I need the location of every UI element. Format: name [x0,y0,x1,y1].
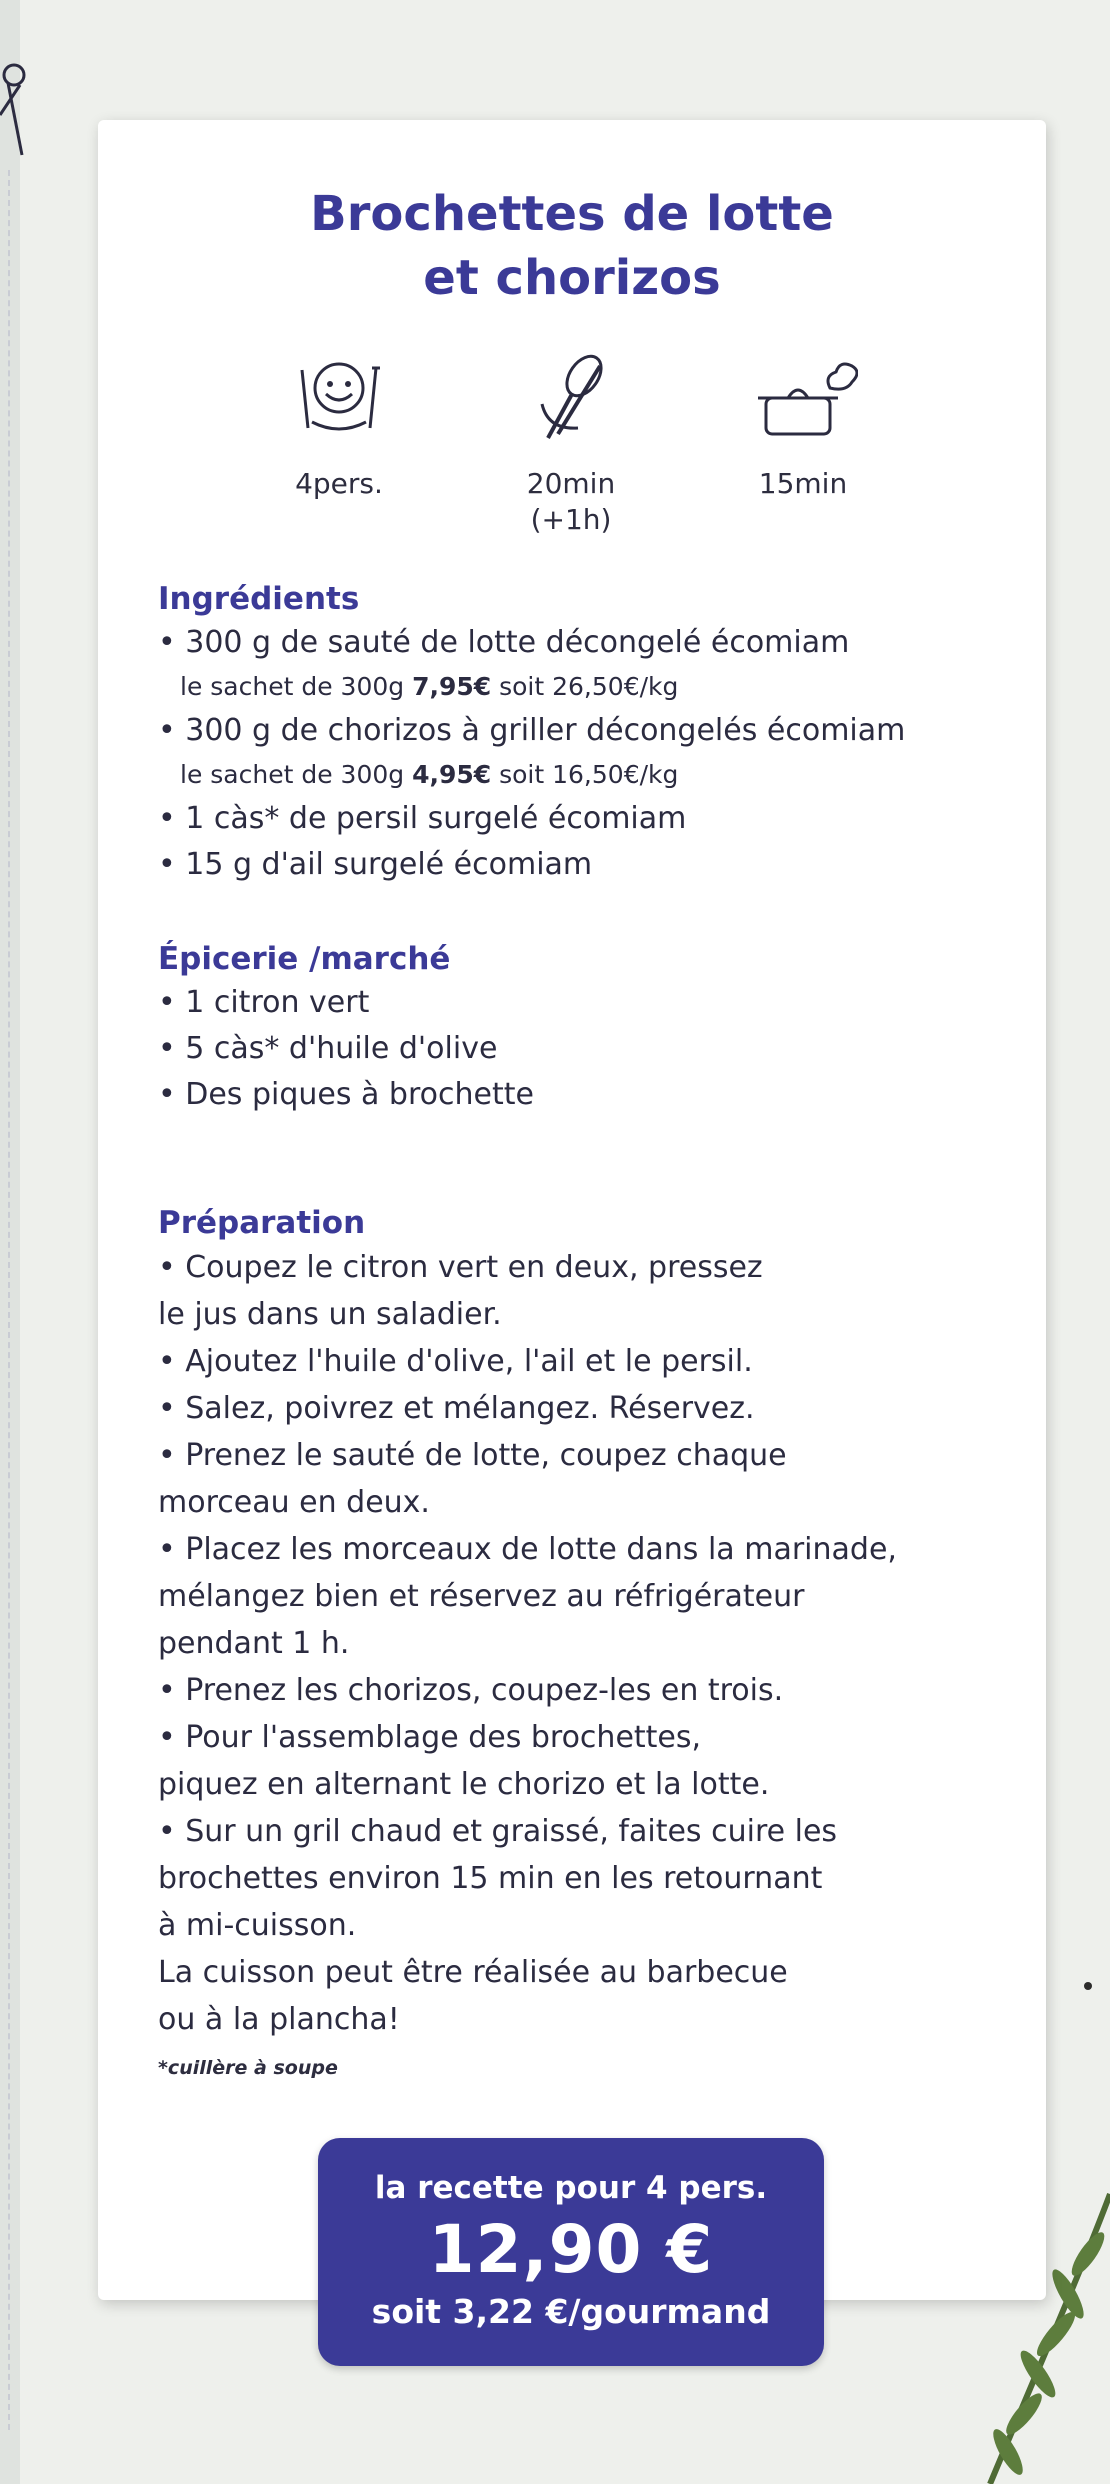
preparation-line: le jus dans un saladier. [158,1297,502,1332]
scissors-icon [0,55,36,165]
whisk-bowl-icon [518,348,628,448]
footnote: *cuillère à soupe [158,2057,338,2079]
preparation-line: • Placez les morceaux de lotte dans la marinade, [158,1532,897,1567]
preparation-line: • Prenez les chorizos, coupez-les en trois. [158,1673,784,1708]
grocery-item: • Des piques à brochette [158,1077,534,1112]
preparation-line: • Sur un gril chaud et graissé, faites cuire les [158,1814,838,1849]
preparation-line: piquez en alternant le chorizo et la lotte. [158,1767,770,1802]
preparation-line: • Pour l'assemblage des brochettes, [158,1720,702,1755]
preparation-section [158,1202,1018,2079]
price-badge [318,2138,824,2366]
servings-label: 4pers. [295,467,383,500]
ingredient-price: le sachet de 300g 4,95€ soit 16,50€/kg [180,760,679,789]
prep-time: 20min (+1h) [526,467,616,536]
smiley-diner-icon [284,350,394,450]
ingredient-item: • 1 càs* de persil surgelé écomiam [158,801,687,836]
ingredient-item: • 300 g de chorizos à griller décongelés écomiam [158,713,906,748]
preparation-line: • Salez, poivrez et mélangez. Réservez. [158,1391,755,1426]
preparation-line: morceau en deux. [158,1485,430,1520]
preparation-line: • Prenez le sauté de lotte, coupez chaque [158,1438,787,1473]
preparation-line: La cuisson peut être réalisée au barbecue [158,1955,788,1990]
price-total: 12,90 € [428,2211,714,2288]
ingredients-title: Ingrédients [158,581,360,617]
ingredient-item: • 300 g de sauté de lotte décongelé écomiam [158,625,850,660]
decorative-dot [1084,1982,1092,1990]
preparation-line: brochettes environ 15 min en les retournant [158,1861,823,1896]
preparation-line: • Coupez le citron vert en deux, pressez [158,1250,763,1285]
cooking-pot-icon [748,352,858,452]
preparation-line: pendant 1 h. [158,1626,350,1661]
recipe-card [98,120,1046,2300]
grocery-section [158,938,1018,1118]
recipe-title: Brochettes de lotte et chorizos [310,186,834,306]
ingredient-price: le sachet de 300g 7,95€ soit 26,50€/kg [180,672,679,701]
preparation-line: mélangez bien et réservez au réfrigérateur [158,1579,805,1614]
ingredient-item: • 15 g d'ail surgelé écomiam [158,847,593,882]
cut-line [8,170,10,2430]
grocery-item: • 1 citron vert [158,985,370,1020]
background-strip [0,0,20,2484]
preparation-title: Préparation [158,1205,366,1241]
preparation-line: ou à la plancha! [158,2002,400,2037]
price-per-person: soit 3,22 €/gourmand [371,2292,771,2331]
grocery-item: • 5 càs* d'huile d'olive [158,1031,498,1066]
ingredients-section [158,578,1018,888]
preparation-line: • Ajoutez l'huile d'olive, l'ail et le persil. [158,1344,753,1379]
preparation-line: à mi-cuisson. [158,1908,357,1943]
price-label: la recette pour 4 pers. [374,2170,768,2206]
grocery-title: Épicerie /marché [158,941,451,977]
cook-time: 15min [758,467,848,500]
